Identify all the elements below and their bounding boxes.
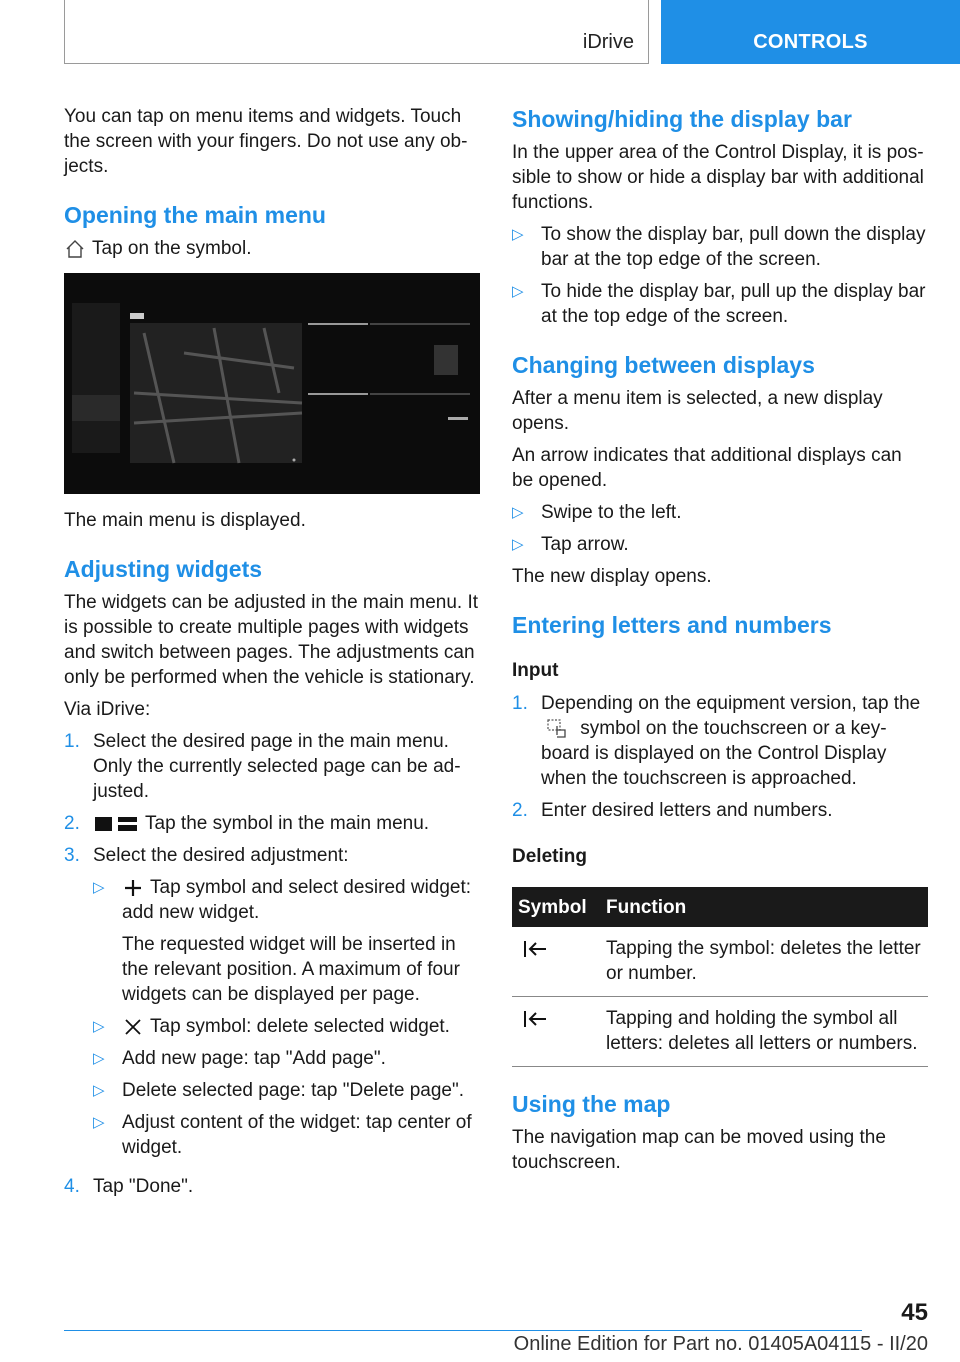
- header-section-box: [64, 0, 649, 64]
- step-4: [64, 1174, 480, 1199]
- footer-edition-text: Online Edition for Part no. 01405A04115 - II/20: [513, 1333, 928, 1355]
- heading-opening-main-menu: Opening the main menu: [64, 202, 326, 228]
- bullet-marker: ▷: [93, 1050, 105, 1067]
- page-number: 45: [901, 1299, 928, 1326]
- bullet-marker: ▷: [93, 1018, 105, 1035]
- bullet-swipe-left: [512, 500, 928, 525]
- tap-arrow-text: Tap arrow.: [541, 534, 629, 555]
- bullet-marker: ▷: [512, 504, 524, 521]
- backspace-icon: [522, 1008, 548, 1030]
- delete-widget-text: Tap symbol: delete selected widget.: [150, 1016, 450, 1037]
- table-cell-function: Tapping and holding the symbol all letters: deletes all letters or numbers.: [600, 997, 928, 1067]
- step-text: Select the desired adjustment:: [93, 845, 349, 866]
- table-row: [512, 997, 928, 1067]
- step-2: [64, 811, 480, 836]
- left-column: [64, 104, 480, 1206]
- adjust-content-text: Adjust content of the widget: tap center of widget.: [122, 1112, 472, 1158]
- step-number: 2.: [64, 813, 80, 834]
- adjust-paragraph: The widgets can be adjusted in the main menu. It is possible to create multiple pages with widgets and switch between pages. The adjustments can only be performed when the vehicle is stationary.: [64, 592, 479, 688]
- show-display-bar-text: To show the display bar, pull down the display bar at the top edge of the screen.: [541, 224, 926, 270]
- delete-page-text: Delete selected page: tap "Delete page".: [122, 1080, 464, 1101]
- home-icon: [64, 238, 86, 260]
- input-step-1: [512, 691, 928, 791]
- table-cell-symbol: [512, 927, 600, 997]
- step-3: [64, 843, 480, 1167]
- change-paragraph-2: An arrow indicates that additional displays can be opened.: [512, 445, 902, 491]
- step-text: Tap the symbol in the main menu.: [145, 813, 430, 834]
- main-menu-displayed-text: The main menu is displayed.: [64, 510, 306, 531]
- main-menu-screenshot: [64, 273, 480, 494]
- header-chapter-tab: [661, 0, 960, 64]
- step-text: Select the desired page in the main menu. Only the currently selected page can be adjusted.: [93, 731, 461, 802]
- table-cell-function: Tapping the symbol: deletes the letter or number.: [600, 927, 928, 997]
- step-number: 1.: [64, 731, 80, 752]
- input-step-1-text-b: symbol on the touchscreen or a keyboard is displayed on the Control Display when the touchscreen is approached.: [541, 718, 887, 789]
- subheading-input: Input: [512, 660, 559, 681]
- add-widget-text: Tap symbol and select desired widget: add new widget.: [122, 877, 472, 923]
- footer-divider: [64, 1330, 862, 1331]
- bullet-marker: ▷: [512, 536, 524, 553]
- bullet-show-display-bar: [512, 222, 928, 272]
- header-chapter-title: CONTROLS: [753, 31, 868, 53]
- heading-using-the-map: Using the map: [512, 1091, 671, 1117]
- step-text: Tap "Done".: [93, 1176, 194, 1197]
- table-header-function: Function: [600, 887, 928, 927]
- header-section-title: iDrive: [582, 31, 634, 53]
- delete-symbol-table: [512, 887, 928, 1067]
- bullet-marker: ▷: [93, 1114, 105, 1131]
- step-number: 4.: [64, 1176, 80, 1197]
- table-header-row: [512, 887, 928, 927]
- table-row: [512, 927, 928, 997]
- right-column: [512, 104, 928, 1182]
- input-step-2-text: Enter desired letters and numbers.: [541, 800, 833, 821]
- add-page-text: Add new page: tap "Add page".: [122, 1048, 386, 1069]
- heading-entering-letters-numbers: Entering letters and numbers: [512, 612, 832, 638]
- sub-bullet-adjust-content: [93, 1110, 480, 1160]
- input-step-2: [512, 798, 928, 823]
- step-number: 3.: [64, 845, 80, 866]
- sub-bullet-delete-widget: [93, 1014, 480, 1039]
- bullet-marker: ▷: [512, 283, 524, 300]
- change-paragraph-1: After a menu item is selected, a new display opens.: [512, 388, 883, 434]
- home-symbol-line: [64, 236, 480, 261]
- swipe-left-text: Swipe to the left.: [541, 502, 682, 523]
- plus-icon: [122, 877, 144, 899]
- widget-edit-icon: [93, 813, 139, 835]
- input-step-1-text-a: Depending on the equipment version, tap the: [541, 693, 921, 714]
- bullet-tap-arrow: [512, 532, 928, 557]
- sub-bullet-add-widget: [93, 875, 480, 1007]
- bullet-marker: ▷: [512, 226, 524, 243]
- touch-hand-icon: [545, 718, 571, 740]
- backspace-icon: [522, 938, 548, 960]
- add-widget-note: The requested widget will be inserted in the relevant position. A maximum of four widgets can be displayed per page.: [122, 934, 460, 1005]
- bullet-marker: ▷: [93, 1082, 105, 1099]
- bullet-marker: ▷: [93, 879, 105, 896]
- tap-symbol-text: Tap on the symbol.: [92, 238, 252, 259]
- via-idrive-text: Via iDrive:: [64, 699, 151, 720]
- heading-changing-between-displays: Changing between displays: [512, 352, 815, 378]
- close-icon: [122, 1016, 144, 1038]
- hide-display-bar-text: To hide the display bar, pull up the display bar at the top edge of the screen.: [541, 281, 926, 327]
- step-number: 2.: [512, 800, 528, 821]
- table-header-symbol: Symbol: [512, 887, 600, 927]
- bullet-hide-display-bar: [512, 279, 928, 329]
- heading-adjusting-widgets: Adjusting widgets: [64, 556, 263, 582]
- map-paragraph: The navigation map can be moved using the touchscreen.: [512, 1127, 886, 1173]
- sub-bullet-add-page: [93, 1046, 480, 1071]
- heading-showing-hiding-display-bar: Showing/hiding the display bar: [512, 106, 852, 132]
- showhide-paragraph: In the upper area of the Control Display, it is possible to show or hide a display bar with additional functions.: [512, 142, 924, 213]
- step-number: 1.: [512, 693, 528, 714]
- table-cell-symbol: [512, 997, 600, 1067]
- new-display-opens-text: The new display opens.: [512, 566, 712, 587]
- subheading-deleting: Deleting: [512, 846, 587, 867]
- intro-paragraph: You can tap on menu items and widgets. Touch the screen with your fingers. Do not use any objects.: [64, 106, 468, 177]
- sub-bullet-delete-page: [93, 1078, 480, 1103]
- step-1: [64, 729, 480, 804]
